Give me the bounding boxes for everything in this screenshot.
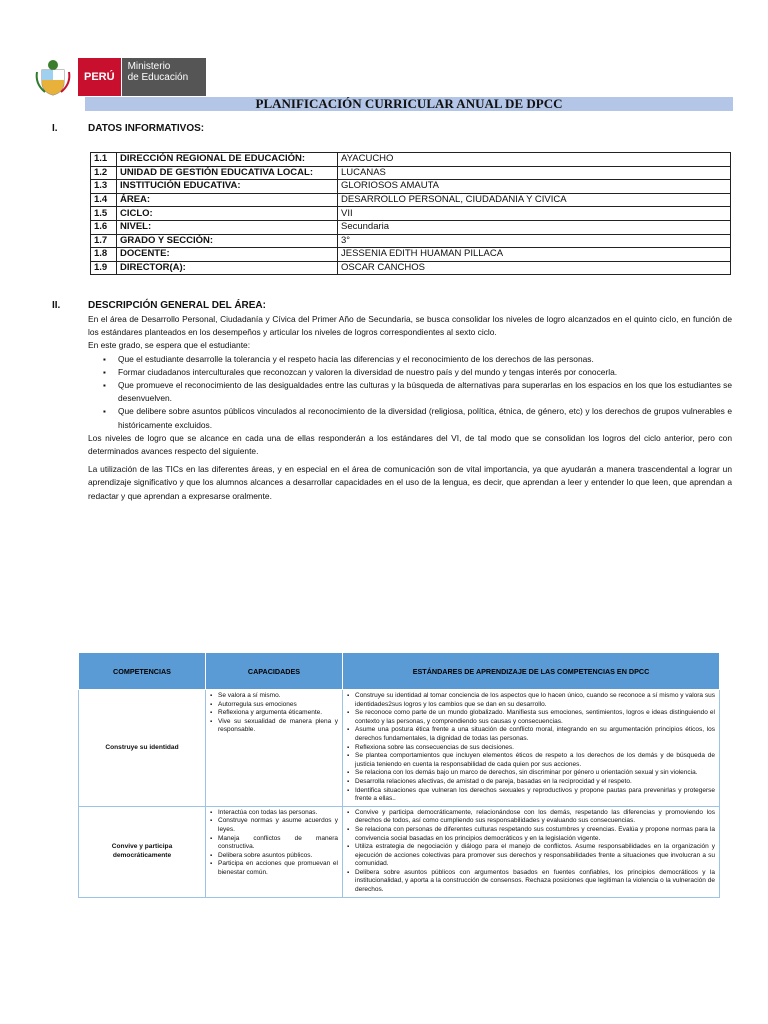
standard-item: ▪ Se relaciona con personas de diferentes culturas respetando sus costumbres y creencias. Evalúa y propone normas para la convivencia social basadas en los principios democráticos y en la legislación vigente.	[347, 826, 715, 843]
paragraph-1: En el área de Desarrollo Personal, Ciudadanía y Cívica del Primer Año de Secundaria, se busca consolidar los niveles de logro alcanzados en el quinto ciclo, en función de los estándares planteados en los desempeños y articular los niveles de logros correspondientes al sexto ciclo.	[88, 314, 732, 338]
info-row	[91, 220, 731, 234]
info-value: GLORIOSOS AMAUTA	[338, 180, 731, 194]
standard-item: ▪ Convive y participa democráticamente, relacionándose con los demás, respetando las diferencias y promoviendo los derechos de todos, así como cumpliendo sus responsabilidades y evaluando sus consecuencias.	[347, 809, 715, 826]
competencies-table	[78, 652, 720, 898]
paragraph-3: Los niveles de logro que se alcance en cada una de ellas responderán a los estándares del VI, de tal modo que se consolidan los logros del ciclo anterior, pero con determinados avances respecto del siguiente.	[88, 432, 732, 457]
info-row	[91, 207, 731, 221]
competency-name: Convive y participa democráticamente	[79, 806, 206, 897]
info-number: 1.7	[91, 234, 117, 248]
capacity-item: ▪ Vive su sexualidad de manera plena y responsable.	[210, 718, 338, 735]
info-row	[91, 248, 731, 262]
standard-item: ▪ Construye su identidad al tomar conciencia de los aspectos que lo hacen único, cuando se reconoce a sí mismo y valora sus identidades2sus logros y los cambios que se dan en su desarrollo.	[347, 692, 715, 709]
capacity-item: ▪ Participa en acciones que promuevan el bienestar común.	[210, 860, 338, 877]
capacity-item: ▪ Delibera sobre asuntos públicos.	[210, 852, 338, 861]
info-key: ÁREA:	[117, 193, 338, 207]
standard-item: ▪ Se relaciona con los demás bajo un marco de derechos, sin discriminar por género u orientación sexual y sin violencia.	[347, 769, 715, 778]
info-value: 3°	[338, 234, 731, 248]
info-key: DOCENTE:	[117, 248, 338, 262]
info-row	[91, 261, 731, 275]
capacity-item: ▪ Se valora a sí mismo.	[210, 692, 338, 701]
section-1-number: I.	[52, 123, 58, 134]
standards-cell	[343, 690, 720, 807]
document-title: PLANIFICACIÓN CURRICULAR ANUAL DE DPCC	[85, 97, 733, 111]
info-key: UNIDAD DE GESTIÓN EDUCATIVA LOCAL:	[117, 166, 338, 180]
standard-item: ▪ Identifica situaciones que vulneran los derechos sexuales y reproductivos y propone pautas para prevenirlas y protegerse frente a ellas..	[347, 787, 715, 804]
competency-row	[79, 806, 720, 897]
peru-label: PERÚ	[78, 58, 121, 96]
standard-item: ▪ Delibera sobre asuntos públicos con argumentos basados en fuentes confiables, los principios democráticos y la institucionalidad, y aporta a la construcción de consensos. Rechaza posiciones que legitiman la violencia o la vulneración de derechos.	[347, 869, 715, 895]
expectation-item: ▪ Que delibere sobre asuntos públicos vinculados al reconocimiento de la diversidad (religiosa, política, étnica, de género, etc) y los derechos de grupos vulnerables e históricamente excluidos.	[88, 405, 732, 431]
section-1-title: DATOS INFORMATIVOS:	[88, 123, 205, 134]
info-value: VII	[338, 207, 731, 221]
competency-row	[79, 690, 720, 807]
info-value: AYACUCHO	[338, 153, 731, 167]
capacity-item: ▪ Construye normas y asume acuerdos y leyes.	[210, 817, 338, 834]
info-row	[91, 193, 731, 207]
capacities-cell	[206, 806, 343, 897]
info-number: 1.6	[91, 220, 117, 234]
expectation-item: ▪ Que el estudiante desarrolle la tolerancia y el respeto hacia las diferencias y el reconocimiento de los derechos de las personas.	[88, 353, 732, 366]
area-description	[88, 313, 732, 503]
info-value: Secundaria	[338, 220, 731, 234]
info-value: JESSENIA EDITH HUAMAN PILLACA	[338, 248, 731, 262]
standards-cell	[343, 806, 720, 897]
expectation-item: ▪ Que promueve el reconocimiento de las desigualdades entre las culturas y la búsqueda de alternativas para superarlas en los espacios en los que los estudiantes se desenvuelven.	[88, 379, 732, 405]
expectation-list	[88, 353, 732, 432]
capacity-item: ▪ Autorregula sus emociones	[210, 701, 338, 710]
standard-item: ▪ Desarrolla relaciones afectivas, de amistad o de pareja, basadas en la reciprocidad y el respeto.	[347, 778, 715, 787]
paragraph-2: En este grado, se espera que el estudiante:	[88, 340, 251, 351]
header-capacidades: CAPACIDADES	[206, 653, 343, 690]
info-value: DESARROLLO PERSONAL, CIUDADANIA Y CIVICA	[338, 193, 731, 207]
info-row	[91, 153, 731, 167]
section-2-title: DESCRIPCIÓN GENERAL DEL ÁREA:	[88, 300, 266, 311]
standard-item: ▪ Reflexiona sobre las consecuencias de sus decisiones.	[347, 744, 715, 753]
standard-item: ▪ Se reconoce como parte de un mundo globalizado. Manifiesta sus emociones, sentimientos, logros e ideas distinguiendo el contexto y las personas, y comprendiendo sus causas y consecuencias.	[347, 709, 715, 726]
info-number: 1.4	[91, 193, 117, 207]
capacity-item: ▪ Interactúa con todas las personas.	[210, 809, 338, 818]
section-2-number: II.	[52, 300, 61, 311]
standard-item: ▪ Utiliza estrategia de negociación y diálogo para el manejo de conflictos. Asume responsabilidades en la organización y ejecución de acciones colectivas para promover sus derechos y responsabilidades frente a situaciones que involucran a su comunidad.	[347, 843, 715, 869]
ministry-line-1: Ministerio	[127, 61, 171, 72]
info-key: DIRECCIÓN REGIONAL DE EDUCACIÓN:	[117, 153, 338, 167]
info-value: OSCAR CANCHOS	[338, 261, 731, 275]
paragraph-4: La utilización de las TICs en las diferentes áreas, y en especial en el área de comunicación son de vital importancia, ya que ayudarán a manera trascendental a lograr un aprendizaje significativo y que los alumnos alcances a desarrollar capacidades en el uso de la lengua, es decir, que aprendan a leer y entender lo que leen, que aprendan a redactar y que aprendan a expresarse oralmente.	[88, 464, 732, 501]
header-estandares: ESTÁNDARES DE APRENDIZAJE DE LAS COMPETENCIAS EN DPCC	[343, 653, 720, 690]
standard-item: ▪ Se plantea comportamientos que incluyen elementos éticos de respeto a los derechos de los demás y de búsqueda de justicia teniendo en cuenta la responsabilidad de cada quien por sus acciones.	[347, 752, 715, 769]
ministry-label	[121, 58, 206, 96]
info-row	[91, 180, 731, 194]
info-value: LUCANAS	[338, 166, 731, 180]
capacity-item: ▪ Maneja conflictos de manera constructiva.	[210, 835, 338, 852]
info-key: GRADO Y SECCIÓN:	[117, 234, 338, 248]
info-number: 1.5	[91, 207, 117, 221]
info-key: INSTITUCIÓN EDUCATIVA:	[117, 180, 338, 194]
standard-item: ▪ Asume una postura ética frente a una situación de conflicto moral, integrando en su argumentación principios éticos, los derechos fundamentales, la dignidad de todas las personas.	[347, 726, 715, 743]
ministry-logo	[34, 58, 206, 98]
expectation-item: ▪ Formar ciudadanos interculturales que reconozcan y valoren la diversidad de nuestro país y del mundo y tengas interés por conocerla.	[88, 366, 732, 379]
info-number: 1.9	[91, 261, 117, 275]
info-key: CICLO:	[117, 207, 338, 221]
info-key: NIVEL:	[117, 220, 338, 234]
info-number: 1.2	[91, 166, 117, 180]
competency-name: Construye su identidad	[79, 690, 206, 807]
peru-coat-of-arms-icon	[34, 58, 72, 96]
ministry-line-2: de Educación	[127, 72, 189, 83]
header-competencias: COMPETENCIAS	[79, 653, 206, 690]
capacities-cell	[206, 690, 343, 807]
info-table	[90, 152, 731, 275]
info-row	[91, 234, 731, 248]
info-number: 1.1	[91, 153, 117, 167]
info-row	[91, 166, 731, 180]
capacity-item: ▪ Reflexiona y argumenta éticamente.	[210, 709, 338, 718]
info-number: 1.8	[91, 248, 117, 262]
info-key: DIRECTOR(A):	[117, 261, 338, 275]
info-number: 1.3	[91, 180, 117, 194]
